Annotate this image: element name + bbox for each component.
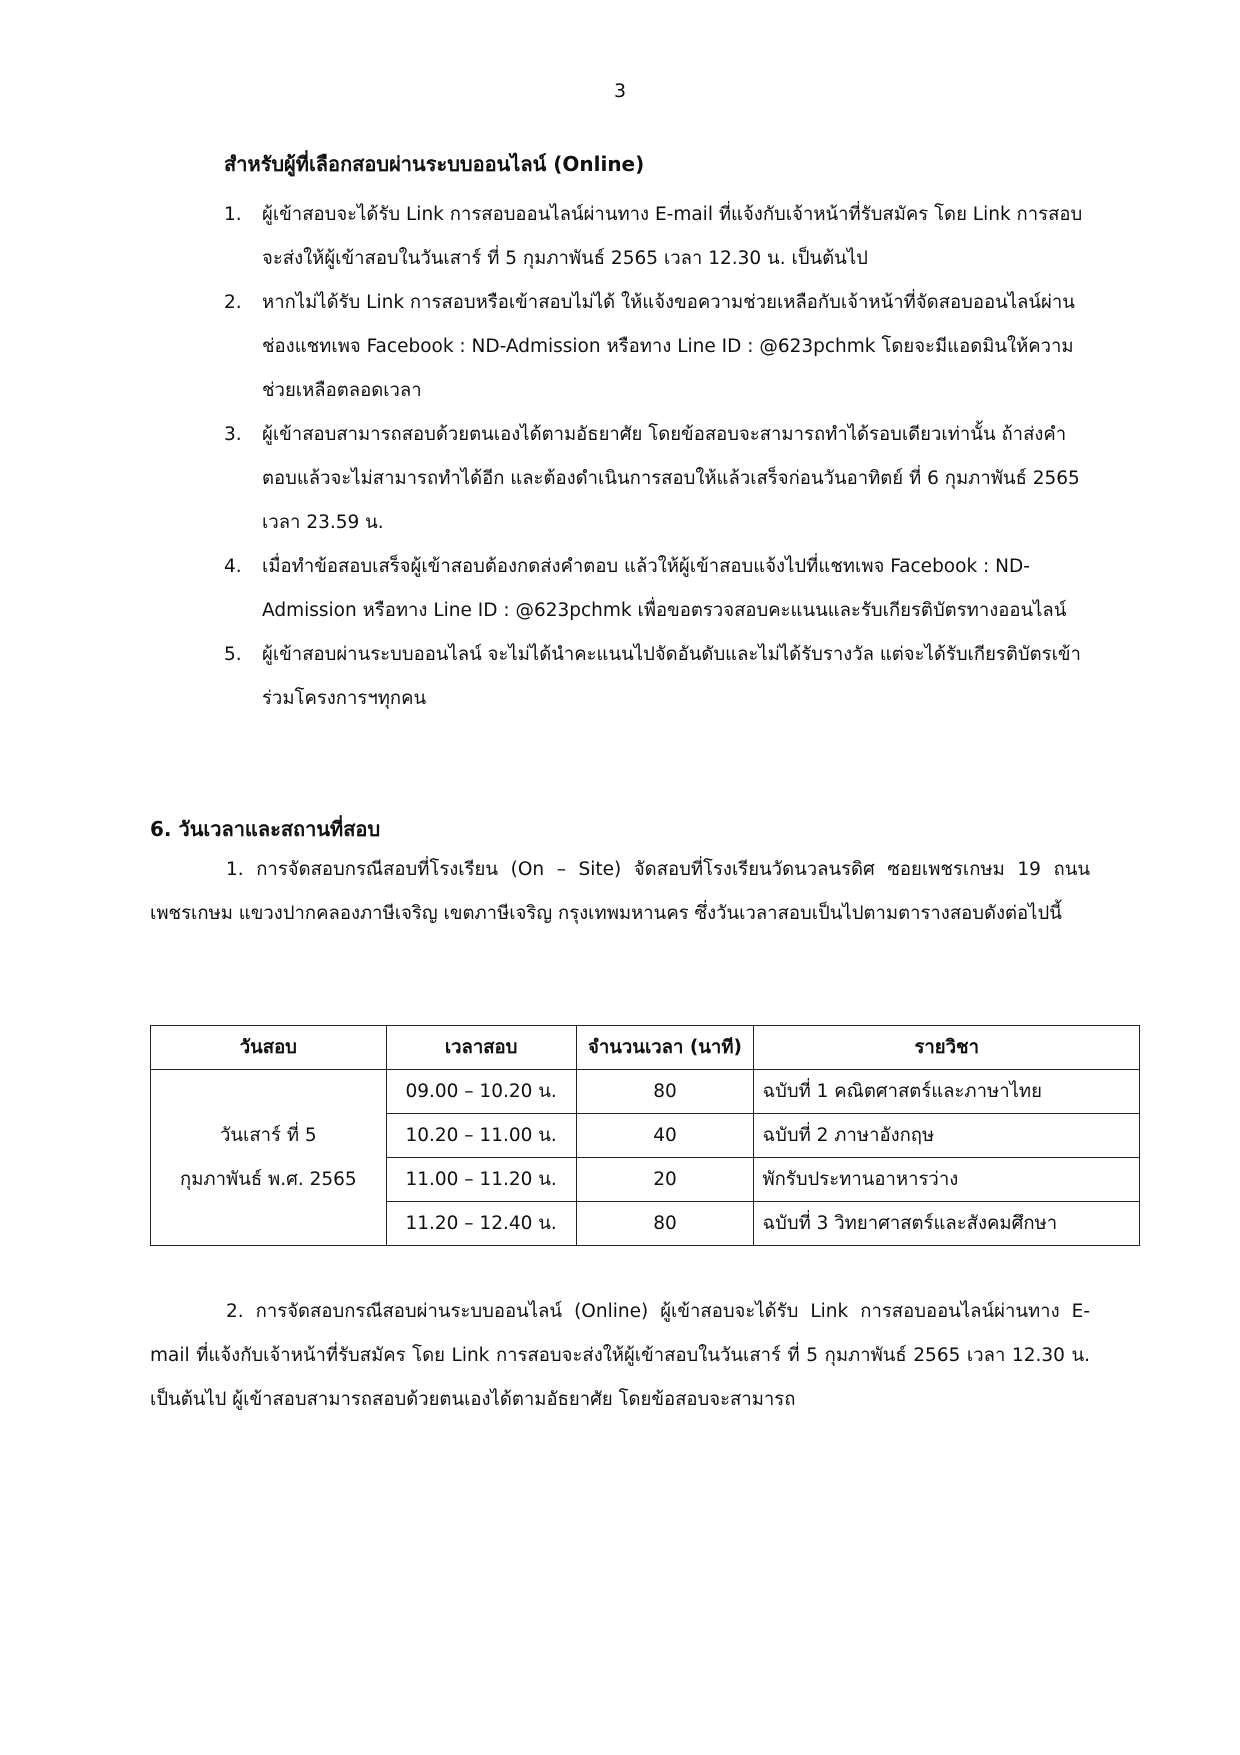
header-duration: จำนวนเวลา (นาที) (576, 1026, 754, 1070)
list-item-number: 1. (224, 204, 242, 225)
section-6-heading: 6. วันเวลาและสถานที่สอบ (150, 817, 381, 841)
minutes-cell: 80 (576, 1070, 754, 1114)
subject-cell: ฉบับที่ 2 ภาษาอังกฤษ (754, 1114, 1140, 1158)
list-item-text: หากไม่ได้รับ Link การสอบหรือเข้าสอบไม่ได้ ให้แจ้งขอความช่วยเหลือกับเจ้าหน้าที่จัดสอบออนไลน์ผ่านช่องแชทเพจ Facebook : ND-Admission หรือทาง Line ID : @623pchmk โดยจะมีแอดมินให้ความช่วยเหลือตลอดเวลา (262, 292, 1075, 401)
exam-day-line-2: กุมภาพันธ์ พ.ศ. 2565 (180, 1168, 357, 1190)
list-item (224, 413, 1092, 545)
list-item (224, 281, 1092, 413)
list-item-text: ผู้เข้าสอบผ่านระบบออนไลน์ จะไม่ได้นำคะแนนไปจัดอันดับและไม่ได้รับรางวัล แต่จะได้รับเกียรติบัตรเข้าร่วมโครงการฯทุกคน (262, 644, 1081, 709)
list-item-text: ผู้เข้าสอบสามารถสอบด้วยตนเองได้ตามอัธยาศัย โดยข้อสอบจะสามารถทำได้รอบเดียวเท่านั้น ถ้าส่งคำตอบแล้วจะไม่สามารถทำได้อีก และต้องดำเนินการสอบให้แล้วเสร็จก่อนวันอาทิตย์ ที่ 6 กุมภาพันธ์ 2565 เวลา 23.59 น. (262, 424, 1080, 533)
exam-day-cell (151, 1070, 387, 1246)
header-exam-day: วันสอบ (151, 1026, 387, 1070)
list-item-text: เมื่อทำข้อสอบเสร็จผู้เข้าสอบต้องกดส่งคำตอบ แล้วให้ผู้เข้าสอบแจ้งไปที่แชทเพจ Facebook : ND-Admission หรือทาง Line ID : @623pchmk เพื่อขอตรวจสอบคะแนนและรับเกียรติบัตรทางออนไลน์ (262, 556, 1067, 621)
list-item-number: 5. (224, 644, 242, 665)
time-cell: 11.20 – 12.40 น. (386, 1202, 576, 1246)
time-cell: 10.20 – 11.00 น. (386, 1114, 576, 1158)
table-row (151, 1070, 1140, 1114)
list-item-number: 3. (224, 424, 242, 445)
table-header-row (151, 1026, 1140, 1070)
list-item-number: 4. (224, 556, 242, 577)
header-subject: รายวิชา (754, 1026, 1140, 1070)
onsite-paragraph: 1. การจัดสอบกรณีสอบที่โรงเรียน (On – Site) จัดสอบที่โรงเรียนวัดนวลนรดิศ ซอยเพชรเกษม 19 ถนนเพชรเกษม แขวงปากคลองภาษีเจริญ เขตภาษีเจริญ กรุงเทพมหานคร ซึ่งวันเวลาสอบเป็นไปตามตารางสอบดังต่อไปนี้ (150, 859, 1090, 924)
minutes-cell: 80 (576, 1202, 754, 1246)
list-item (224, 193, 1092, 281)
subject-cell: ฉบับที่ 1 คณิตศาสตร์และภาษาไทย (754, 1070, 1140, 1114)
subject-cell: ฉบับที่ 3 วิทยาศาสตร์และสังคมศึกษา (754, 1202, 1140, 1246)
header-exam-time: เวลาสอบ (386, 1026, 576, 1070)
minutes-cell: 20 (576, 1158, 754, 1202)
list-item (224, 633, 1092, 721)
online-instructions-list (224, 193, 1092, 721)
time-cell: 11.00 – 11.20 น. (386, 1158, 576, 1202)
list-item (224, 545, 1092, 633)
subject-cell: พักรับประทานอาหารว่าง (754, 1158, 1140, 1202)
exam-day-line-1: วันเสาร์ ที่ 5 (220, 1124, 317, 1146)
exam-schedule-table (150, 1025, 1140, 1246)
list-item-number: 2. (224, 292, 242, 313)
list-item-text: ผู้เข้าสอบจะได้รับ Link การสอบออนไลน์ผ่านทาง E-mail ที่แจ้งกับเจ้าหน้าที่รับสมัคร โดย Link การสอบจะส่งให้ผู้เข้าสอบในวันเสาร์ ที่ 5 กุมภาพันธ์ 2565 เวลา 12.30 น. เป็นต้นไป (262, 204, 1083, 269)
time-cell: 09.00 – 10.20 น. (386, 1070, 576, 1114)
online-exam-paragraph: 2. การจัดสอบกรณีสอบผ่านระบบออนไลน์ (Online) ผู้เข้าสอบจะได้รับ Link การสอบออนไลน์ผ่านทาง E-mail ที่แจ้งกับเจ้าหน้าที่รับสมัคร โดย Link การสอบจะส่งให้ผู้เข้าสอบในวันเสาร์ ที่ 5 กุมภาพันธ์ 2565 เวลา 12.30 น. เป็นต้นไป ผู้เข้าสอบสามารถสอบด้วยตนเองได้ตามอัธยาศัย โดยข้อสอบจะสามารถ (150, 1301, 1090, 1410)
online-section-heading: สำหรับผู้ที่เลือกสอบผ่านระบบออนไลน์ (Online) (224, 152, 645, 176)
minutes-cell: 40 (576, 1114, 754, 1158)
page-number: 3 (613, 80, 627, 102)
